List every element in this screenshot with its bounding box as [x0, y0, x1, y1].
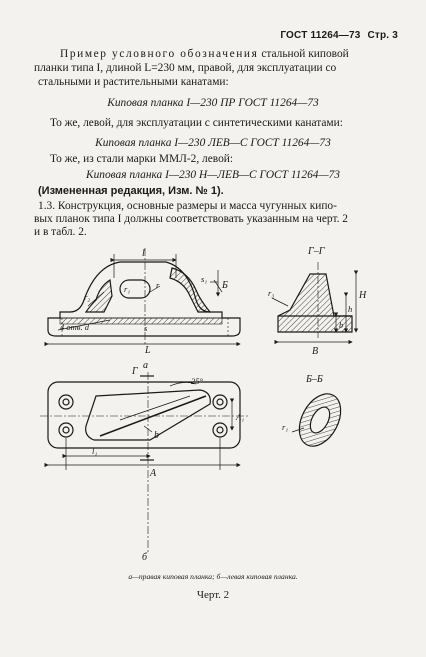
top-view-b — [40, 372, 250, 552]
label-l1: l₁ — [92, 446, 98, 456]
figure-number: Черт. 2 — [196, 589, 230, 601]
paragraph-line: То же, из стали марки ММЛ-2, левой: — [50, 153, 234, 165]
label-H: H — [359, 290, 367, 301]
designation-example-3: Киповая планка I—230 Н—ЛЕВ—С ГОСТ 11264—73 — [86, 169, 340, 181]
label-r1: r₁ — [124, 284, 131, 294]
figure-caption: а—правая киповая планка; б—левая киповая планка. — [128, 572, 298, 581]
page-number: Стр. 3 — [367, 30, 398, 41]
section-GG — [272, 262, 356, 342]
paragraph-line: стальными и растительными канатами: — [38, 76, 229, 88]
label-L: L — [145, 345, 151, 356]
label-G: Г — [132, 366, 138, 377]
label-a: а — [143, 360, 148, 371]
revision-note: (Измененная редакция, Изм. № 1). — [38, 185, 224, 197]
paragraph-line: Пример условного обозначения стальной киповой — [60, 48, 349, 60]
designation-example-1: Киповая планка I—230 ПР ГОСТ 11264—73 — [107, 97, 319, 109]
label-GG: Г–Г — [308, 246, 325, 257]
label-s1: s₁ — [201, 274, 208, 284]
label-BB: Б–Б — [306, 374, 323, 385]
label-B-arrow: Б — [222, 280, 228, 291]
label-angle: 25° — [191, 376, 203, 386]
label-r2: r₂ — [84, 292, 91, 302]
label-r3: r₃ — [268, 288, 275, 298]
label-b-small: b — [154, 430, 159, 441]
label-l: l — [142, 248, 145, 259]
paragraph-line: планки типа I, длиной L=230 мм, правой, для эксплуатации со — [34, 62, 337, 74]
clause-line: вых планок типа I должны соответствовать указанным на черт. 2 — [34, 213, 348, 225]
top-view-b-dimensions — [48, 382, 240, 470]
label-b: b — [339, 320, 344, 330]
clause-line: 1.3. Конструкция, основные размеры и масса чугунных кипо- — [38, 200, 337, 212]
designation-example-2: Киповая планка I—230 ЛЕВ—С ГОСТ 11264—73 — [95, 137, 331, 149]
label-bottom: б — [142, 552, 148, 563]
standard-number: ГОСТ 11264—73 — [280, 30, 361, 41]
label-s: s — [144, 323, 148, 333]
section-BB — [291, 387, 349, 453]
label-A: A — [150, 468, 157, 479]
clause-line: и в табл. 2. — [34, 226, 87, 238]
label-B: B — [312, 346, 319, 357]
label-holes: 4 отв. d — [60, 322, 89, 332]
label-h: h — [348, 304, 353, 314]
label-r1-section: r₁ — [282, 422, 289, 432]
paragraph-line: То же, левой, для эксплуатации с синтетическими канатами: — [50, 117, 343, 129]
label-r: r — [156, 280, 160, 290]
label-A1: A₁ — [236, 412, 245, 422]
